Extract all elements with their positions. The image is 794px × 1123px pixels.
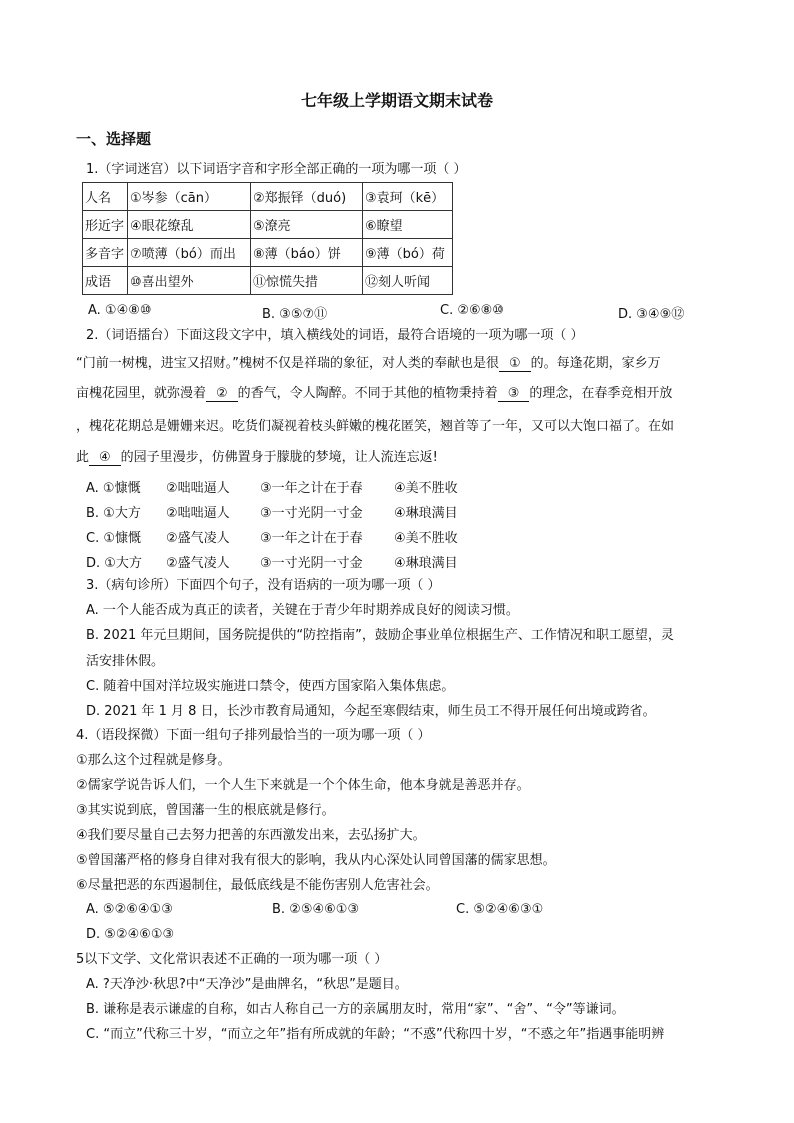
option-part: ②盛气凌人 [166, 531, 230, 546]
table-cell: ⑥瞭望 [363, 211, 453, 239]
option-part: ④琳琅满目 [394, 556, 458, 571]
blank-3: ③ [498, 387, 530, 402]
passage-text: 的园子里漫步，仿佛置身于朦胧的梦境，让人流连忘返! [120, 450, 438, 465]
q4-sentence-3: ③其实说到底，曾国藩一生的根底就是修行。 [76, 803, 335, 818]
passage-text: 此 [76, 450, 90, 465]
q5-stem: 5以下文学、文化常识表述不正确的一项为哪一项（ ） [76, 952, 388, 967]
blank-2: ② [206, 387, 238, 402]
q3-stem: 3.（病句诊所）下面四个句子，没有语病的一项为哪一项（ ） [86, 578, 441, 593]
q4-option-c[interactable]: C. ⑤②④⑥③① [456, 902, 544, 917]
option-part: ②咄咄逼人 [166, 481, 230, 496]
q4-sentence-5: ⑤曾国藩严格的修身自律对我有很大的影响，我从内心深处认同曾国藩的儒家思想。 [76, 853, 556, 868]
q5-option-c[interactable]: C. “而立”代称三十岁，“而立之年”指有所成就的年龄；“不惑”代称四十岁，“不惑之年”指遇事能明辨 [86, 1027, 665, 1042]
option-part: ④美不胜收 [394, 531, 458, 546]
option-part: ④美不胜收 [394, 481, 458, 496]
passage-text: “门前一树槐，进宝又招财。”槐树不仅是祥瑞的象征，对人类的奉献也是很 [76, 356, 499, 371]
section-heading: 一、选择题 [76, 130, 152, 148]
q4-sentence-2: ②儒家学说告诉人们，一个人生下来就是一个个体生命，他本身就是善恶并存。 [76, 778, 530, 793]
table-cell: ③袁珂（kē） [363, 183, 453, 211]
q4-sentence-6: ⑥尽量把恶的东西遏制住，最低底线是不能伤害别人危害社会。 [76, 878, 439, 893]
option-part: D. ①大方 [86, 556, 142, 571]
passage-text: 的。每逢花期，家乡万 [530, 356, 661, 371]
table-cell: ⑤潦亮 [251, 211, 363, 239]
q4-sentence-1: ①那么这个过程就是修身。 [76, 753, 231, 768]
table-cell: 成语 [83, 267, 128, 295]
option-part: ③一寸光阴一寸金 [260, 506, 363, 521]
table-row [83, 267, 453, 295]
option-part: ④琳琅满目 [394, 506, 458, 521]
table-cell: ①岑参（cān） [128, 183, 251, 211]
table-cell: ⑪惊慌失措 [251, 267, 363, 295]
table-cell: 形近字 [83, 211, 128, 239]
q1-option-b[interactable]: B. ③⑤⑦⑪ [262, 307, 328, 322]
table-row [83, 183, 453, 211]
option-part: ③一寸光阴一寸金 [260, 556, 363, 571]
table-cell: 多音字 [83, 239, 128, 267]
blank-1: ① [499, 357, 531, 372]
table-cell: ④眼花缭乱 [128, 211, 251, 239]
q4-sentence-4: ④我们要尽量自己去努力把善的东西激发出来，去弘扬扩大。 [76, 828, 426, 843]
table-cell: ⑦喷薄（bó）而出 [128, 239, 251, 267]
table-cell: 人名 [83, 183, 128, 211]
q1-word-table [82, 182, 453, 295]
q2-passage-line [76, 355, 661, 373]
blank-4: ④ [89, 451, 121, 466]
option-part: ②盛气凌人 [166, 556, 230, 571]
q3-option-a[interactable]: A. 一个人能否成为真正的读者，关键在于青少年时期养成良好的阅读习惯。 [86, 603, 519, 618]
passage-text: 的理念，在春季竞相开放 [529, 386, 673, 401]
table-row [83, 239, 453, 267]
table-cell: ⑧薄（báo）饼 [251, 239, 363, 267]
option-part: ③一年之计在于春 [260, 481, 363, 496]
passage-text: 亩槐花园里，就弥漫着 [76, 386, 207, 401]
page-title: 七年级上学期语文期末试卷 [300, 91, 493, 110]
table-cell: ⑫刻人听闻 [363, 267, 453, 295]
q4-option-a[interactable]: A. ⑤②⑥④①③ [86, 902, 173, 917]
option-part: C. ①慷慨 [86, 531, 141, 546]
q5-option-a[interactable]: A. ?天净沙·秋思?中“天净沙”是曲牌名，“秋思”是题目。 [86, 977, 408, 992]
q1-stem: 1.（字词迷宫）以下词语字音和字形全部正确的一项为哪一项（ ） [86, 162, 467, 177]
q3-option-b-continued: 活安排休假。 [86, 654, 165, 669]
q4-option-d[interactable]: D. ⑤②④⑥①③ [86, 927, 175, 942]
passage-text: 的香气，令人陶醉。不同于其他的植物秉持着 [237, 386, 498, 401]
q4-option-b[interactable]: B. ②⑤④⑥①③ [272, 902, 360, 917]
option-part: B. ①大方 [86, 506, 141, 521]
table-cell: ⑨薄（bó）荷 [363, 239, 453, 267]
q4-stem: 4.（语段探微）下面一组句子排列最恰当的一项为哪一项（ ） [76, 728, 431, 743]
q1-option-a[interactable]: A. ①④⑧⑩ [88, 303, 152, 318]
q3-option-b[interactable]: B. 2021 年元旦期间，国务院提供的“防控指南”，鼓励企事业单位根据生产、工作情况和职工愿望，灵 [86, 628, 674, 643]
option-part: ②咄咄逼人 [166, 506, 230, 521]
q2-stem: 2.（词语擂台）下面这段文字中，填入横线处的词语，最符合语境的一项为哪一项（ ） [86, 328, 584, 343]
q2-passage-line [76, 449, 438, 467]
q2-passage-line [76, 385, 672, 403]
q2-passage-line: ，槐花花期总是姗姗来迟。吃货们凝视着枝头鲜嫩的槐花匿笑，翘首等了一年，又可以大饱口福了。在如 [76, 419, 675, 434]
q3-option-c[interactable]: C. 随着中国对洋垃圾实施进口禁令，使西方国家陷入集体焦虑。 [86, 679, 455, 694]
option-part: A. ①慷慨 [86, 481, 141, 496]
q1-option-c[interactable]: C. ②⑥⑧⑩ [440, 303, 504, 318]
q3-option-d[interactable]: D. 2021 年 1 月 8 日，长沙市教育局通知，今起至寒假结束，师生员工不得开展任何出境或跨省。 [86, 704, 656, 719]
q1-option-d[interactable]: D. ③④⑨⑫ [618, 307, 685, 322]
table-cell: ⑩喜出望外 [128, 267, 251, 295]
table-row [83, 211, 453, 239]
table-cell: ②郑振铎（duó) [251, 183, 363, 211]
option-part: ③一年之计在于春 [260, 531, 363, 546]
q5-option-b[interactable]: B. 谦称是表示谦虚的自称，如古人称自己一方的亲属朋友时，常用“家”、“舍”、“令”等谦词。 [86, 1002, 625, 1017]
